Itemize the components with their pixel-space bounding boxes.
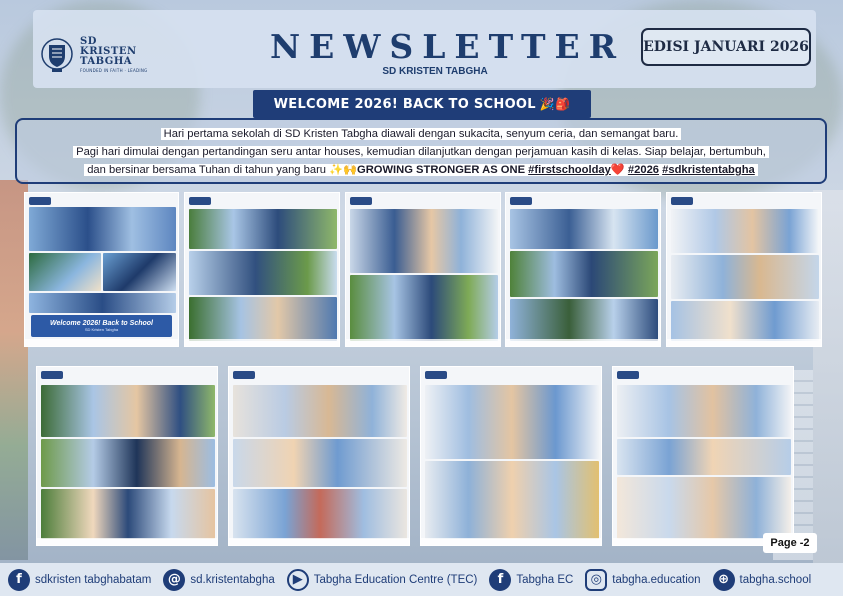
footer-link-label: Tabgha EC — [516, 573, 574, 586]
intro-line-3 — [84, 164, 758, 176]
hashtag-sdkristentabgha[interactable]: #sdkristentabgha — [662, 164, 755, 176]
heart-icon: ❤️ — [610, 164, 625, 176]
photo-logo — [617, 371, 639, 379]
hashtag-firstschoolday[interactable]: #firstschoolday — [528, 164, 611, 176]
photo-logo — [350, 197, 372, 205]
hashtag-2026[interactable]: #2026 — [627, 164, 660, 176]
photo-subcaption: SD Kristen Tabgha — [84, 327, 119, 332]
footer-link-label: Tabgha Education Centre (TEC) — [313, 573, 478, 586]
photo-logo — [29, 197, 51, 205]
photo-logo — [425, 371, 447, 379]
gallery-photo-9[interactable] — [612, 366, 794, 546]
welcome-title: WELCOME 2026! BACK TO SCHOOL — [273, 96, 536, 112]
photo-logo — [233, 371, 255, 379]
footer-link-instagram[interactable] — [585, 569, 700, 591]
footer-link-label: tabgha.school — [739, 573, 812, 586]
page-number: Page -2 — [770, 537, 810, 549]
footer-link-youtube[interactable] — [287, 569, 478, 591]
intro-line-2: Pagi hari dimulai dengan pertandingan seru antar houses, kemudian dilanjutkan dengan perjamuan kasih di kelas. Siap belajar, bertumbuh, — [73, 146, 769, 158]
school-logo — [40, 32, 150, 78]
globe-icon: ⊕ — [713, 569, 735, 591]
newsletter-subtitle: SD KRISTEN TABGHA — [382, 66, 488, 77]
photo-logo — [189, 197, 211, 205]
gallery-photo-8[interactable] — [420, 366, 602, 546]
welcome-banner — [253, 90, 591, 118]
photo-logo — [671, 197, 693, 205]
gallery-photo-1[interactable] — [24, 192, 179, 347]
page-number-badge — [763, 533, 817, 553]
footer-link-label: sd.kristentabgha — [190, 573, 275, 586]
logo-line-tabgha: TABGHA — [80, 56, 133, 67]
footer-link-facebook-1[interactable] — [8, 569, 151, 591]
photo-logo — [41, 371, 63, 379]
edition-label: EDISI JANUARI 2026 — [643, 39, 809, 55]
gallery-photo-7[interactable] — [228, 366, 410, 546]
logo-line-sd: SD — [80, 36, 97, 47]
party-icon: 🎉🎒 — [539, 97, 571, 111]
edition-badge — [641, 28, 811, 66]
footer-link-label: tabgha.education — [612, 573, 701, 586]
footer-link-threads[interactable] — [163, 569, 274, 591]
intro-line-1: Hari pertama sekolah di SD Kristen Tabgha diawali dengan sukacita, senyum ceria, dan semangat baru. — [161, 128, 682, 140]
photo-caption-card — [31, 315, 172, 337]
gallery-photo-4[interactable] — [505, 192, 661, 347]
shield-icon — [40, 36, 74, 74]
facebook-icon: f — [8, 569, 30, 591]
footer-link-label: sdkristen tabghabatam — [35, 573, 152, 586]
gallery-photo-5[interactable] — [666, 192, 822, 347]
logo-line-kristen: KRISTEN — [80, 46, 137, 57]
newsletter-title: NEWSLETTER — [270, 27, 626, 66]
intro-line-3-text: dan bersinar bersama Tuhan di tahun yang baru — [87, 164, 330, 176]
footer-link-facebook-2[interactable] — [489, 569, 573, 591]
sparkle-icon: ✨🙌 — [329, 164, 358, 176]
logo-tagline: FOUNDED IN FAITH · LEADING — [80, 68, 148, 73]
facebook-icon: f — [489, 569, 511, 591]
intro-panel — [15, 118, 827, 184]
instagram-icon: ◎ — [585, 569, 607, 591]
footer-social-bar — [0, 563, 843, 596]
photo-caption: Welcome 2026! Back to School — [50, 320, 153, 327]
motto: GROWING STRONGER AS ONE — [357, 164, 526, 176]
gallery-photo-3[interactable] — [345, 192, 501, 347]
youtube-icon: ▶ — [287, 569, 309, 591]
gallery-photo-2[interactable] — [184, 192, 340, 347]
photo-logo — [510, 197, 532, 205]
threads-icon: @ — [163, 569, 185, 591]
footer-link-website[interactable] — [713, 569, 812, 591]
gallery-photo-6[interactable] — [36, 366, 218, 546]
